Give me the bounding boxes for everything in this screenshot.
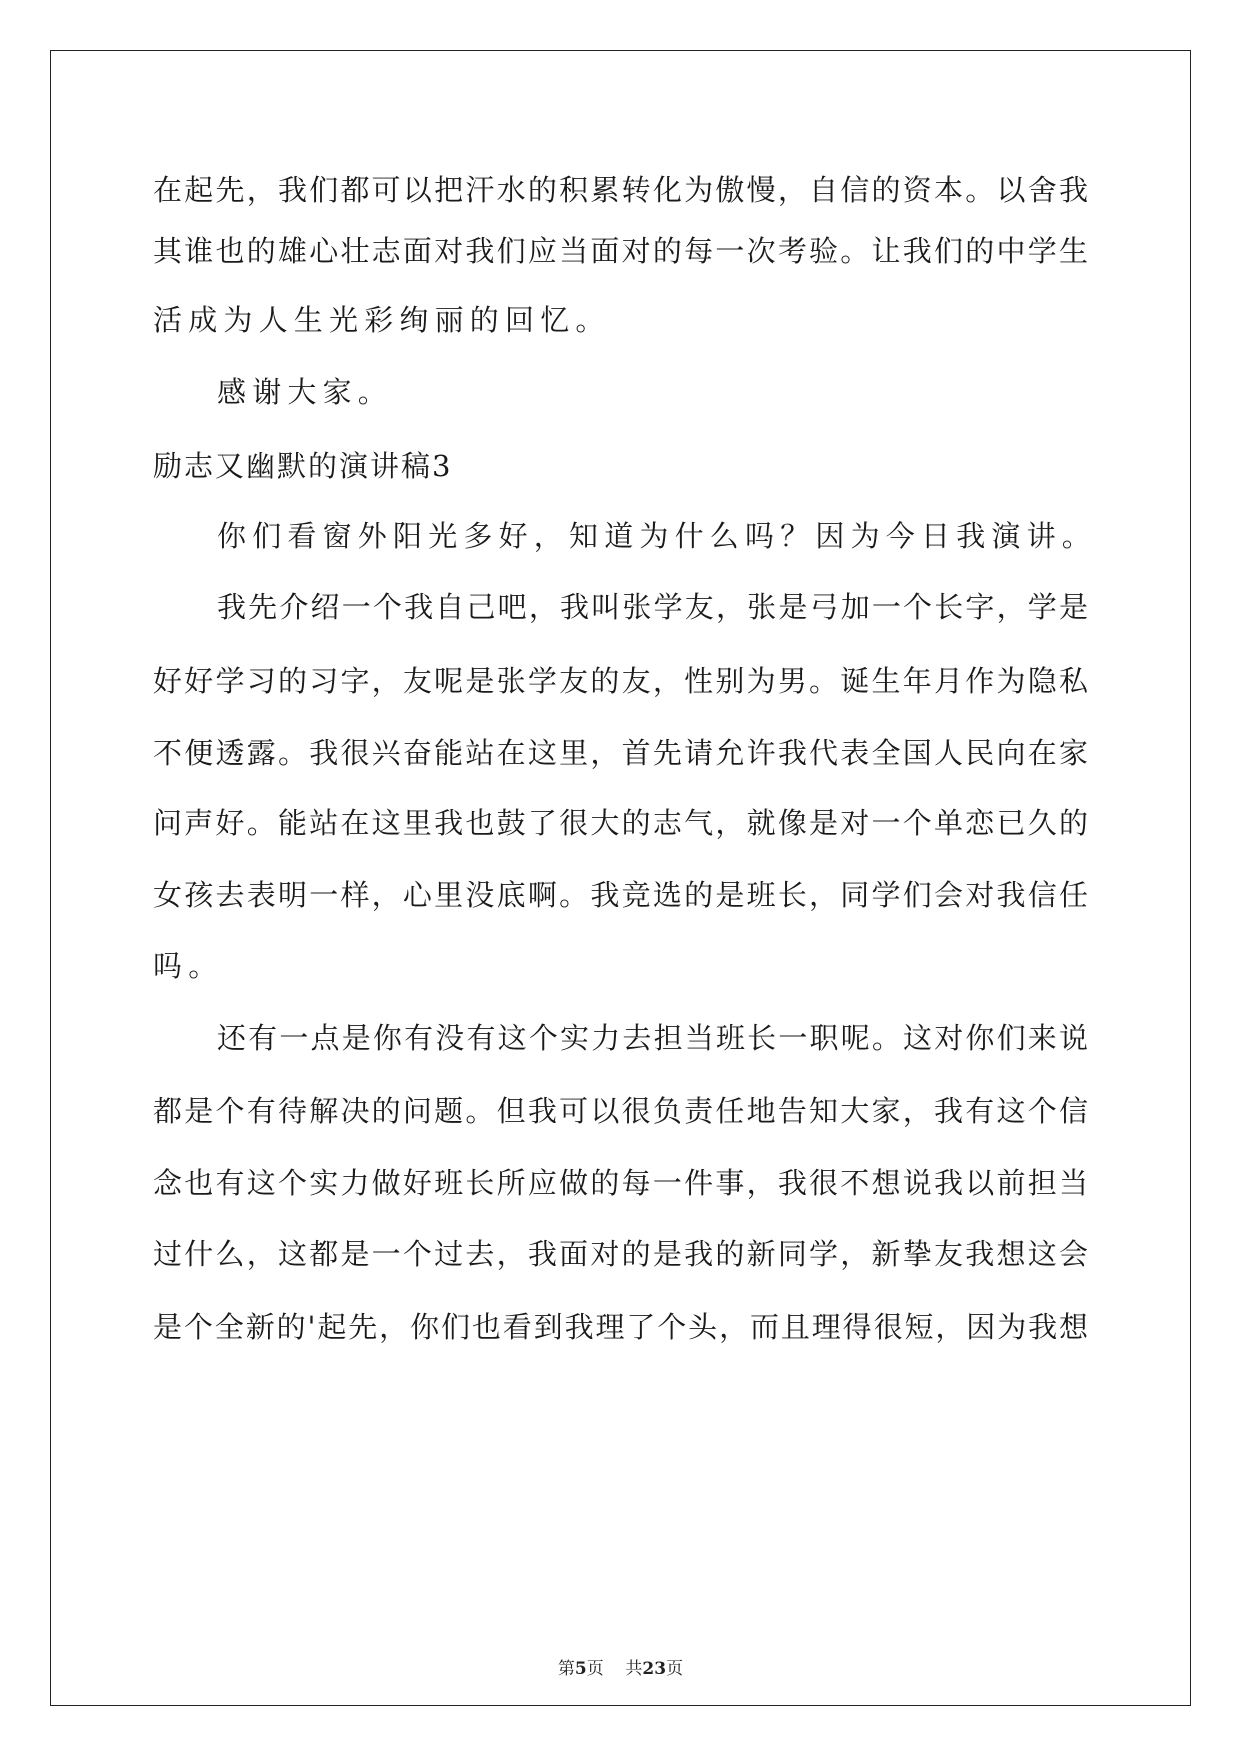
paragraph-line: 是个全新的'起先，你们也看到我理了个头，而且理得很短，因为我想 [153, 1310, 1088, 1344]
footer-total-prefix: 共 [625, 1659, 643, 1679]
paragraph-line: 女孩去表明一样，心里没底啊。我竞选的是班长，同学们会对我信任 [153, 878, 1088, 912]
total-pages: 23 [642, 1659, 667, 1679]
section-heading: 励志又幽默的演讲稿3 [153, 449, 453, 483]
paragraph-line: 不便透露。我很兴奋能站在这里，首先请允许我代表全国人民向在家 [153, 736, 1088, 770]
paragraph-line: 你们看窗外阳光多好，知道为什么吗？因为今日我演讲。 [217, 519, 1098, 553]
paragraph-line: 吗。 [153, 949, 224, 983]
page-number: 5 [574, 1659, 587, 1679]
paragraph-line: 活成为人生光彩绚丽的回忆。 [153, 303, 611, 337]
paragraph-line: 其谁也的雄心壮志面对我们应当面对的每一次考验。让我们的中学生 [153, 234, 1088, 268]
page-footer [0, 1658, 1241, 1680]
paragraph-line: 还有一点是你有没有这个实力去担当班长一职呢。这对你们来说 [217, 1021, 1088, 1055]
paragraph-line: 问声好。能站在这里我也鼓了很大的志气，就像是对一个单恋已久的 [153, 806, 1088, 840]
footer-prefix: 第 [557, 1659, 575, 1679]
footer-total-suffix: 页 [666, 1659, 684, 1679]
paragraph-line: 我先介绍一个我自己吧，我叫张学友，张是弓加一个长字，学是 [217, 590, 1088, 624]
paragraph-line: 过什么，这都是一个过去，我面对的是我的新同学，新挚友我想这会 [153, 1237, 1088, 1271]
paragraph-line: 好好学习的习字，友呢是张学友的友，性别为男。诞生年月作为隐私 [153, 664, 1088, 698]
footer-page-suffix: 页 [586, 1659, 604, 1679]
paragraph-line: 都是个有待解决的问题。但我可以很负责任地告知大家，我有这个信 [153, 1094, 1088, 1128]
paragraph-line: 念也有这个实力做好班长所应做的每一件事，我很不想说我以前担当 [153, 1166, 1088, 1200]
paragraph-line: 感谢大家。 [217, 375, 394, 409]
paragraph-line: 在起先，我们都可以把汗水的积累转化为傲慢，自信的资本。以舍我 [153, 173, 1088, 207]
